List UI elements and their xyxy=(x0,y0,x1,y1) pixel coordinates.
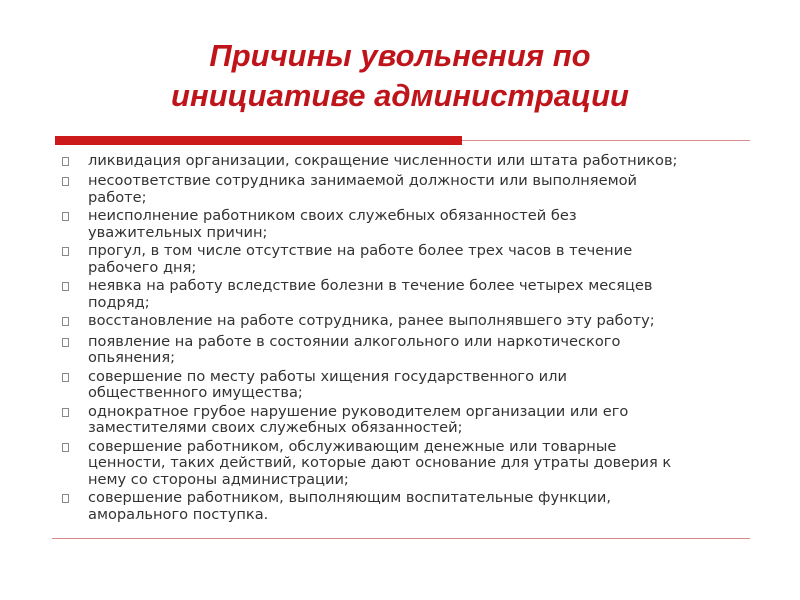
list-item-text: однократное грубое нарушение руководителем организации или его заместителями своих служебных обязанностей; xyxy=(88,402,629,437)
list-item-text: появление на работе в состоянии алкогольного или наркотического опьянения; xyxy=(88,332,621,367)
reasons-list xyxy=(60,153,750,525)
bullet-icon xyxy=(60,208,88,227)
bullet-icon xyxy=(60,278,88,297)
list-item xyxy=(60,278,750,311)
list-item-text: совершение работником, выполняющим воспитательные функции, аморального поступка. xyxy=(88,489,611,523)
list-item-text: восстановление на работе сотрудника, ранее выполнявшего эту работу; xyxy=(88,312,655,330)
slide-title-line-2: инициативе администрации xyxy=(171,78,629,113)
list-item-text: неисполнение работником своих служебных обязанностей без уважительных причин; xyxy=(88,207,577,241)
list-item-text: совершение по месту работы хищения государственного или общественного имущества; xyxy=(88,367,567,402)
title-underline-bar xyxy=(55,136,462,145)
bullet-icon xyxy=(60,490,88,509)
list-item-text: прогул, в том числе отсутствие на работе более трех часов в течение рабочего дня; xyxy=(88,242,633,276)
list-item-text: несоответствие сотрудника занимаемой должности или выполняемой работе; xyxy=(88,172,637,206)
slide-title xyxy=(90,36,710,116)
list-item-text: неявка на работу вследствие болезни в течение более четырех месяцев подряд; xyxy=(88,277,653,311)
list-item xyxy=(60,208,750,241)
bullet-icon xyxy=(60,334,88,353)
list-item-text: ликвидация организации, сокращение численности или штата работников; xyxy=(88,152,678,169)
list-item xyxy=(60,313,750,332)
bullet-icon xyxy=(60,243,88,262)
bullet-icon xyxy=(60,313,88,332)
bullet-icon xyxy=(60,173,88,192)
list-item xyxy=(60,404,750,437)
list-item xyxy=(60,334,750,367)
bullet-icon xyxy=(60,369,88,388)
bullet-icon xyxy=(60,153,88,172)
bottom-divider xyxy=(52,538,750,539)
list-item xyxy=(60,243,750,276)
slide-title-line-1: Причины увольнения по xyxy=(209,38,591,73)
list-item xyxy=(60,439,750,489)
bullet-icon xyxy=(60,439,88,458)
title-underline-thin xyxy=(462,140,750,141)
list-item xyxy=(60,490,750,523)
bullet-icon xyxy=(60,404,88,423)
list-item xyxy=(60,173,750,206)
list-item xyxy=(60,369,750,402)
list-item-text: совершение работником, обслуживающим денежные или товарные ценности, таких действий, которые дают основание для утраты доверия к нему со стороны администрации; xyxy=(88,437,672,488)
list-item xyxy=(60,153,750,172)
